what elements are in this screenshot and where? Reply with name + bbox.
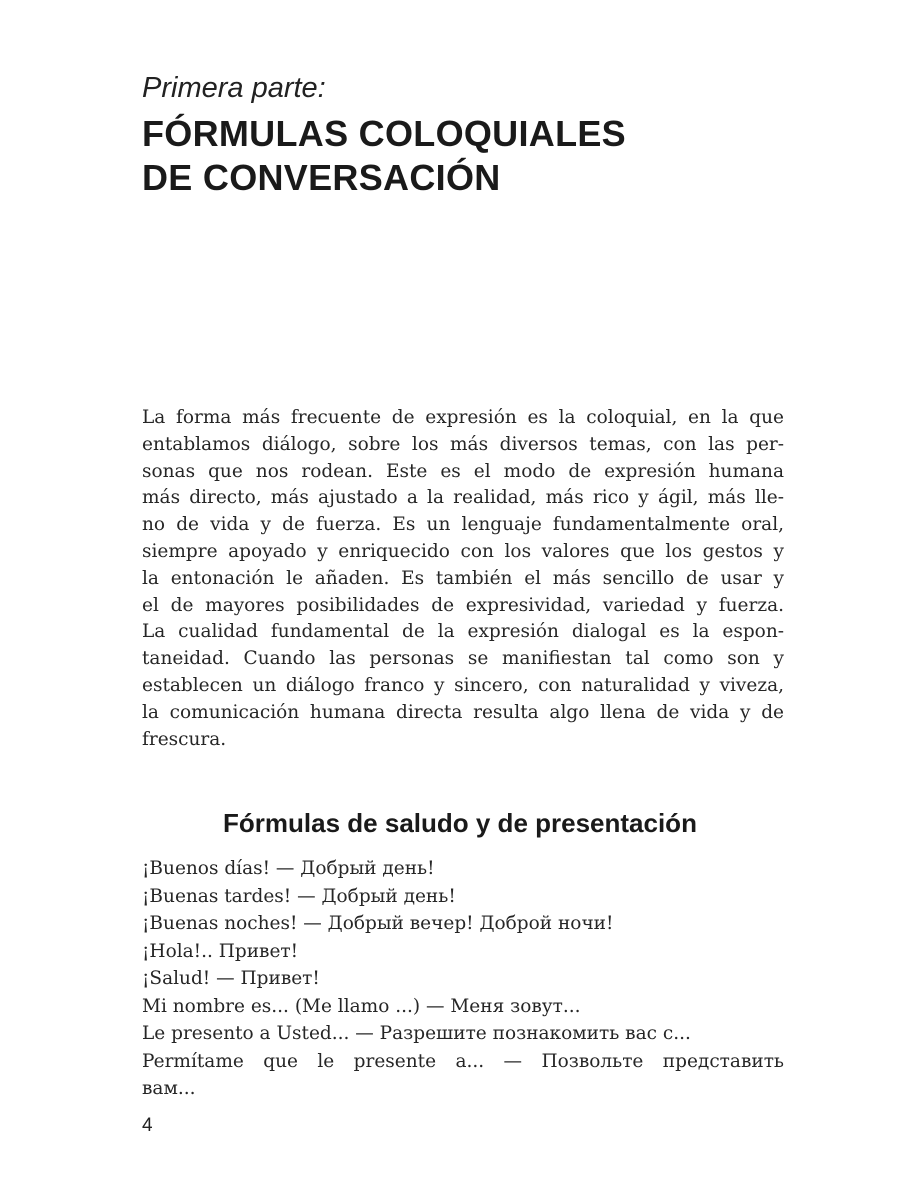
phrase-item: Le presento a Usted... — Разрешите познакомить вас с... bbox=[142, 1023, 691, 1044]
paragraph-line: la comunicación humana directa resulta algo llena de vida y de bbox=[142, 701, 784, 723]
phrase-item: Permítame que le presente a... — Позвольте представить bbox=[142, 1050, 784, 1072]
paragraph-line: el de mayores posibilidades de expresividad, variedad y fuerza. bbox=[142, 594, 784, 616]
part-title-line: FÓRMULAS COLOQUIALES bbox=[142, 113, 626, 154]
page-number: 4 bbox=[142, 1115, 153, 1136]
part-title bbox=[142, 112, 626, 200]
phrase-item: Mi nombre es... (Me llamo ...) — Меня зовут... bbox=[142, 995, 581, 1017]
paragraph-line: más directo, más ajustado a la realidad, más rico y ágil, más lle- bbox=[142, 487, 784, 509]
paragraph-line: taneidad. Cuando las personas se manifiestan tal como son y bbox=[142, 648, 784, 670]
phrase-item: ¡Salud! — Привет! bbox=[142, 968, 320, 989]
paragraph-line: frescura. bbox=[142, 728, 227, 750]
intro-paragraph bbox=[142, 405, 784, 753]
paragraph-line: siempre apoyado y enriquecido con los valores que los gestos y bbox=[142, 540, 784, 562]
phrase-item: ¡Hola!.. Привет! bbox=[142, 940, 299, 962]
phrase-item: вам... bbox=[142, 1078, 196, 1099]
part-title-line: DE CONVERSACIÓN bbox=[142, 157, 501, 198]
paragraph-line: La cualidad fundamental de la expresión dialogal es la espon- bbox=[142, 621, 784, 643]
paragraph-line: la entonación le añaden. Es también el más sencillo de usar y bbox=[142, 567, 784, 589]
paragraph-line: establecen un diálogo franco y sincero, con naturalidad y viveza, bbox=[142, 674, 784, 696]
part-label: Primera parte: bbox=[142, 72, 326, 104]
paragraph-line: sonas que nos rodean. Este es el modo de expresión humana bbox=[142, 460, 784, 482]
phrase-item: ¡Buenas noches! — Добрый вечер! Доброй ночи! bbox=[142, 913, 614, 934]
paragraph-line: no de vida y de fuerza. Es un lenguaje fundamentalmente oral, bbox=[142, 514, 784, 536]
phrase-item: ¡Buenos días! — Добрый день! bbox=[142, 858, 435, 879]
phrase-item: ¡Buenas tardes! — Добрый день! bbox=[142, 885, 456, 907]
paragraph-line: La forma más frecuente de expresión es la coloquial, en la que bbox=[142, 407, 784, 428]
paragraph-line: entablamos diálogo, sobre los más diversos temas, con las per- bbox=[142, 433, 784, 455]
phrase-list bbox=[142, 855, 784, 1103]
section-heading: Fórmulas de saludo y de presentación bbox=[223, 808, 697, 838]
